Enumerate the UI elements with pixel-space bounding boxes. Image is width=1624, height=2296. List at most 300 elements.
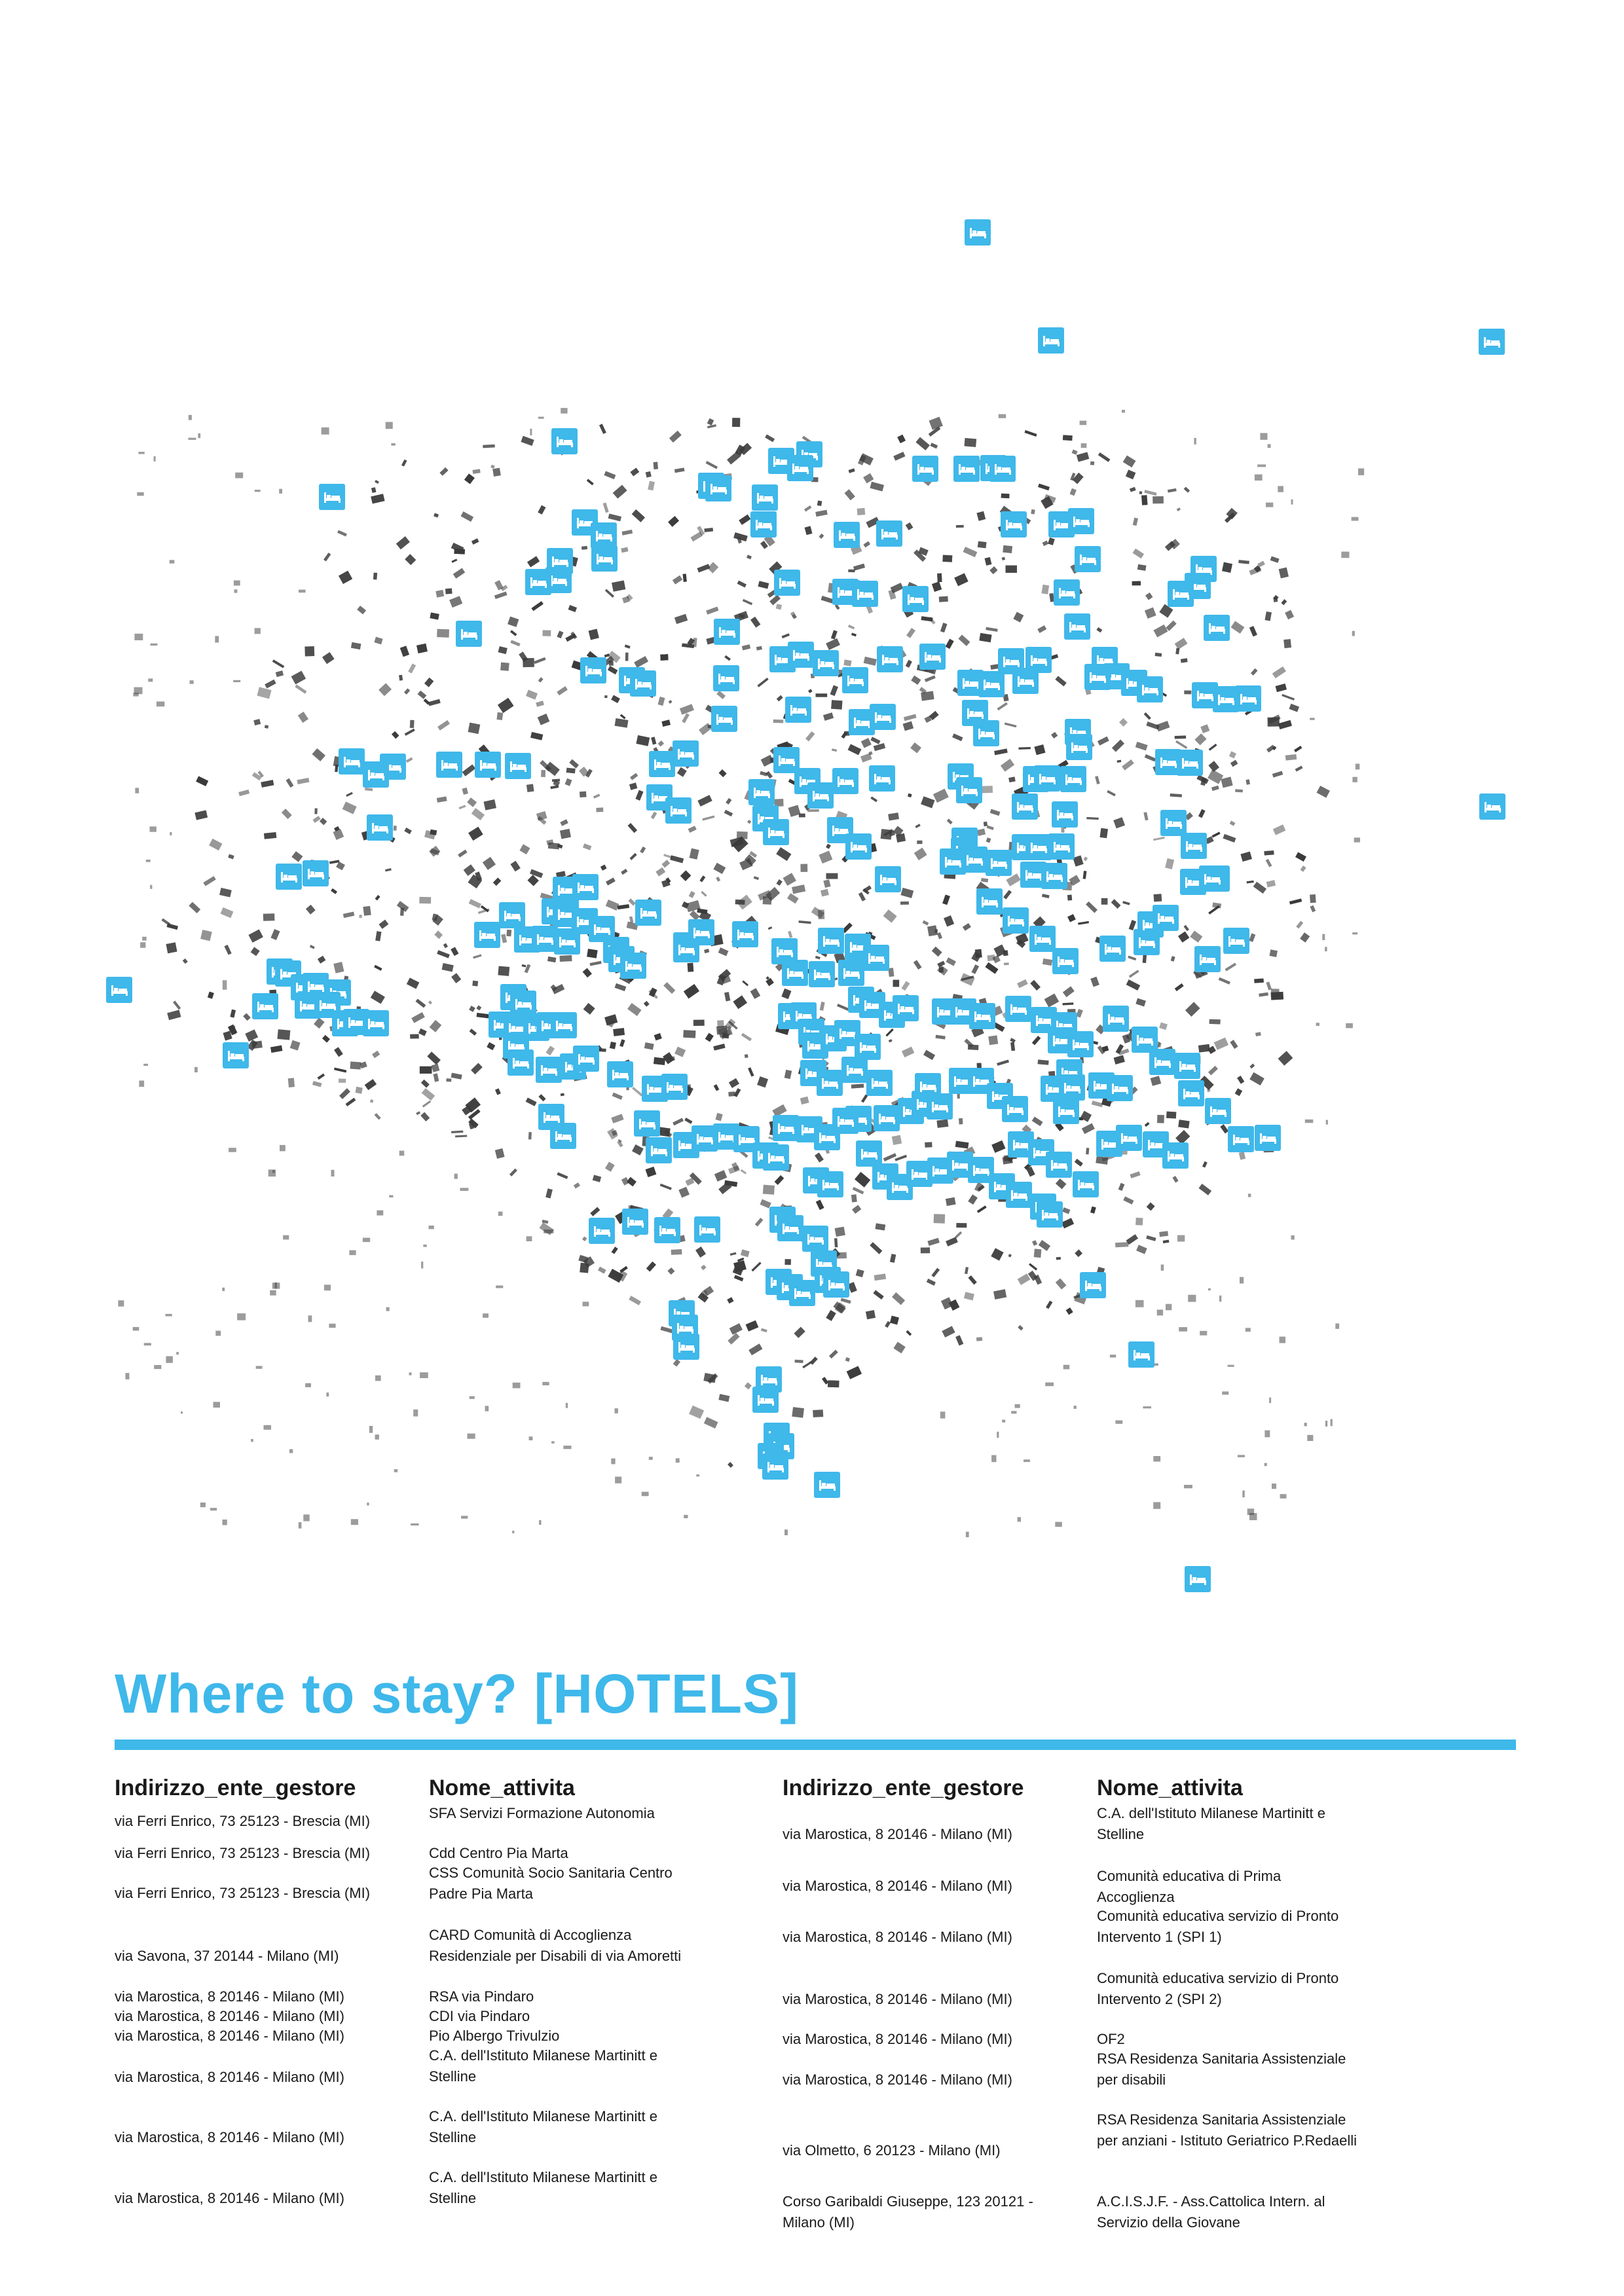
building bbox=[454, 1174, 458, 1179]
building bbox=[805, 526, 813, 536]
hotel-bed-icon[interactable] bbox=[1054, 579, 1080, 606]
hotel-bed-icon[interactable] bbox=[986, 850, 1012, 876]
hotel-bed-icon[interactable] bbox=[1059, 1074, 1085, 1101]
hotel-bed-icon[interactable] bbox=[436, 752, 462, 778]
building bbox=[677, 767, 687, 777]
hotel-bed-icon[interactable] bbox=[818, 928, 844, 954]
hotel-bed-icon[interactable] bbox=[1066, 734, 1092, 760]
hotel-bed-icon[interactable] bbox=[1068, 508, 1094, 534]
hotel-bed-icon[interactable] bbox=[363, 1010, 389, 1036]
hotel-bed-icon[interactable] bbox=[1162, 1142, 1189, 1169]
building bbox=[911, 676, 921, 685]
hotel-bed-icon[interactable] bbox=[1116, 1125, 1142, 1151]
building bbox=[424, 678, 434, 687]
building bbox=[697, 564, 710, 572]
building bbox=[1025, 430, 1037, 437]
building bbox=[429, 846, 440, 857]
building bbox=[320, 818, 327, 825]
hotel-bed-icon[interactable] bbox=[580, 657, 606, 683]
hotel-bed-icon[interactable] bbox=[732, 921, 758, 947]
hotel-bed-icon[interactable] bbox=[1034, 765, 1060, 792]
building bbox=[1001, 557, 1005, 561]
hotel-bed-icon[interactable] bbox=[834, 522, 860, 548]
building bbox=[984, 557, 991, 566]
building bbox=[942, 1326, 955, 1338]
building bbox=[222, 1288, 225, 1291]
hotel-bed-icon[interactable] bbox=[1029, 926, 1056, 952]
building bbox=[190, 680, 194, 684]
hotel-bed-icon[interactable] bbox=[1005, 996, 1031, 1022]
building bbox=[760, 1199, 771, 1209]
building bbox=[611, 1459, 615, 1465]
hotel-bed-icon[interactable] bbox=[845, 833, 872, 860]
hotel-bed-icon[interactable] bbox=[1153, 905, 1179, 931]
hotel-bed-icon[interactable] bbox=[554, 928, 580, 955]
building bbox=[863, 541, 870, 548]
building bbox=[895, 1155, 907, 1161]
building bbox=[506, 930, 511, 937]
building bbox=[1151, 1076, 1162, 1086]
hotel-bed-icon[interactable] bbox=[782, 960, 808, 986]
building bbox=[1090, 1207, 1096, 1214]
building bbox=[800, 864, 807, 872]
building bbox=[866, 1310, 876, 1319]
building bbox=[1077, 452, 1090, 462]
building bbox=[510, 861, 520, 872]
building bbox=[282, 809, 292, 819]
hotel-bed-icon[interactable] bbox=[752, 484, 778, 511]
building bbox=[513, 1383, 521, 1389]
hotel-bed-icon[interactable] bbox=[1064, 613, 1090, 640]
hotel-bed-icon[interactable] bbox=[1001, 511, 1027, 538]
building bbox=[870, 1242, 882, 1254]
building bbox=[151, 644, 158, 646]
hotel-bed-icon[interactable] bbox=[1073, 1171, 1099, 1197]
building bbox=[590, 961, 602, 966]
hotel-bed-icon[interactable] bbox=[673, 1334, 699, 1360]
building bbox=[430, 1020, 442, 1032]
building bbox=[1231, 621, 1245, 633]
building bbox=[1144, 712, 1151, 720]
hotel-bed-icon[interactable] bbox=[620, 953, 646, 979]
building bbox=[363, 906, 371, 916]
hotel-bed-icon[interactable] bbox=[1002, 1096, 1028, 1122]
building bbox=[234, 581, 240, 586]
building bbox=[469, 899, 481, 908]
hotel-bed-icon[interactable] bbox=[665, 797, 692, 824]
building bbox=[1209, 1019, 1221, 1025]
hotel-bed-icon[interactable] bbox=[1025, 834, 1052, 860]
hotel-bed-icon[interactable] bbox=[507, 1049, 534, 1076]
building bbox=[203, 876, 215, 886]
building bbox=[1066, 1307, 1073, 1315]
building bbox=[798, 920, 811, 924]
hotel-bed-icon[interactable] bbox=[915, 1073, 941, 1099]
building bbox=[646, 1262, 656, 1272]
hotel-bed-icon[interactable] bbox=[536, 1057, 562, 1083]
hotel-bed-icon[interactable] bbox=[852, 581, 878, 607]
hotel-bed-icon[interactable] bbox=[1041, 863, 1067, 889]
hotel-bed-icon[interactable] bbox=[646, 1137, 672, 1163]
hotel-bed-icon[interactable] bbox=[869, 765, 895, 792]
hotel-bed-icon[interactable] bbox=[1185, 1566, 1211, 1592]
hotel-bed-icon[interactable] bbox=[773, 1115, 799, 1141]
building bbox=[743, 599, 752, 606]
building bbox=[200, 930, 212, 941]
building bbox=[599, 424, 606, 434]
hotel-bed-icon[interactable] bbox=[635, 900, 661, 926]
building bbox=[1166, 1112, 1176, 1119]
hotel-bed-icon[interactable] bbox=[1149, 1049, 1175, 1075]
building bbox=[1111, 899, 1121, 909]
building bbox=[375, 895, 380, 900]
building bbox=[826, 873, 838, 879]
table-row-address: via Marostica, 8 20146 - Milano (MI) bbox=[783, 1826, 1012, 1842]
building bbox=[1235, 789, 1243, 792]
table-row-name: RSA Residenza Sanitaria Assistenziale per disabili bbox=[1097, 2050, 1346, 2088]
hotel-bed-icon[interactable] bbox=[1038, 327, 1064, 354]
building bbox=[1166, 1304, 1172, 1311]
hotel-bed-icon[interactable] bbox=[661, 1074, 688, 1100]
building bbox=[547, 957, 556, 962]
hotel-bed-icon[interactable] bbox=[1177, 750, 1203, 776]
hotel-bed-icon[interactable] bbox=[807, 782, 834, 809]
hotel-bed-icon[interactable] bbox=[856, 1140, 882, 1167]
hotel-bed-icon[interactable] bbox=[832, 768, 858, 794]
building bbox=[1163, 1240, 1170, 1244]
building bbox=[906, 1330, 912, 1336]
hotel-bed-icon[interactable] bbox=[223, 1042, 249, 1068]
building bbox=[855, 1172, 870, 1188]
hotel-bed-icon[interactable] bbox=[748, 779, 775, 805]
hotel-bed-icon[interactable] bbox=[591, 522, 617, 549]
building bbox=[900, 902, 909, 905]
building bbox=[906, 660, 912, 668]
hotel-bed-icon[interactable] bbox=[1205, 1098, 1231, 1124]
hotel-bed-icon[interactable] bbox=[866, 1070, 893, 1096]
hotel-bed-icon[interactable] bbox=[989, 456, 1016, 482]
hotel-bed-icon[interactable] bbox=[969, 1003, 995, 1029]
hotel-bed-icon[interactable] bbox=[956, 777, 982, 803]
building bbox=[1046, 1301, 1052, 1309]
hotel-bed-icon[interactable] bbox=[1192, 682, 1218, 708]
building bbox=[972, 964, 980, 974]
building bbox=[1255, 475, 1263, 481]
hotel-bed-icon[interactable] bbox=[813, 650, 839, 676]
hotel-bed-icon[interactable] bbox=[474, 922, 500, 948]
hotel-bed-icon[interactable] bbox=[817, 1070, 843, 1096]
hotel-bed-icon[interactable] bbox=[787, 455, 813, 481]
building bbox=[566, 768, 576, 774]
building bbox=[612, 580, 625, 591]
building bbox=[545, 1046, 555, 1055]
building bbox=[874, 1273, 886, 1281]
hotel-bed-icon[interactable] bbox=[870, 704, 896, 730]
building bbox=[875, 1223, 885, 1230]
hotel-bed-icon[interactable] bbox=[649, 751, 675, 777]
hotel-bed-icon[interactable] bbox=[363, 761, 389, 788]
hotel-bed-icon[interactable] bbox=[877, 646, 903, 672]
hotel-bed-icon[interactable] bbox=[978, 671, 1005, 697]
hotel-bed-icon[interactable] bbox=[1168, 581, 1194, 607]
hotel-bed-icon[interactable] bbox=[475, 752, 501, 778]
hotel-bed-icon[interactable] bbox=[762, 1453, 788, 1480]
hotel-bed-icon[interactable] bbox=[367, 814, 393, 841]
hotel-bed-icon[interactable] bbox=[863, 945, 889, 971]
building bbox=[1247, 881, 1254, 883]
hotel-bed-icon[interactable] bbox=[842, 667, 868, 693]
building bbox=[255, 490, 261, 492]
building bbox=[453, 568, 465, 579]
hotel-bed-icon[interactable] bbox=[893, 995, 919, 1021]
hotel-bed-icon[interactable] bbox=[902, 586, 929, 612]
building bbox=[337, 530, 347, 537]
hotel-bed-icon[interactable] bbox=[1178, 1080, 1204, 1106]
building bbox=[1090, 462, 1094, 465]
building bbox=[892, 1135, 902, 1145]
building bbox=[468, 827, 483, 841]
hotel-bed-icon[interactable] bbox=[1204, 615, 1230, 641]
building bbox=[986, 627, 997, 632]
building bbox=[1135, 1300, 1144, 1307]
building bbox=[1114, 1055, 1125, 1065]
hotel-bed-icon[interactable] bbox=[841, 1057, 868, 1083]
hotel-bed-icon[interactable] bbox=[276, 864, 302, 890]
hotel-bed-icon[interactable] bbox=[823, 1271, 849, 1298]
hotel-bed-icon[interactable] bbox=[817, 1171, 843, 1197]
building bbox=[628, 898, 635, 905]
hotel-bed-icon[interactable] bbox=[802, 1226, 828, 1252]
hotel-bed-icon[interactable] bbox=[832, 1108, 858, 1134]
building bbox=[954, 573, 969, 586]
building bbox=[1238, 1455, 1245, 1457]
building bbox=[346, 792, 353, 797]
building bbox=[1115, 1242, 1128, 1247]
building bbox=[984, 822, 987, 826]
hotel-bed-icon[interactable] bbox=[688, 919, 714, 945]
hotel-bed-icon[interactable] bbox=[551, 1012, 577, 1038]
hotel-bed-icon[interactable] bbox=[774, 570, 800, 596]
hotel-bed-icon[interactable] bbox=[303, 860, 329, 886]
building bbox=[1143, 955, 1147, 963]
building bbox=[1126, 979, 1140, 991]
hotel-bed-icon[interactable] bbox=[572, 874, 599, 900]
building bbox=[835, 604, 840, 610]
hotel-bed-icon[interactable] bbox=[750, 511, 777, 538]
building bbox=[538, 714, 549, 725]
building bbox=[888, 812, 899, 820]
hotel-bed-icon[interactable] bbox=[1012, 793, 1038, 820]
building bbox=[997, 702, 1008, 710]
hotel-bed-icon[interactable] bbox=[1048, 833, 1075, 860]
building bbox=[428, 699, 441, 706]
building bbox=[434, 930, 443, 939]
hotel-bed-icon[interactable] bbox=[855, 1034, 881, 1060]
building bbox=[583, 1302, 589, 1306]
hotel-bed-icon[interactable] bbox=[788, 642, 814, 668]
building bbox=[1272, 771, 1283, 778]
hotel-bed-icon[interactable] bbox=[785, 697, 811, 723]
hotel-bed-icon[interactable] bbox=[1199, 866, 1225, 892]
hotel-bed-icon[interactable] bbox=[1037, 1201, 1063, 1228]
hotel-bed-icon[interactable] bbox=[573, 1046, 599, 1072]
hotel-bed-icon[interactable] bbox=[713, 665, 739, 691]
hotel-bed-icon[interactable] bbox=[252, 993, 278, 1019]
hotel-bed-icon[interactable] bbox=[1194, 946, 1221, 972]
building bbox=[1133, 549, 1145, 558]
building bbox=[509, 1169, 517, 1176]
hotel-bed-icon[interactable] bbox=[1084, 664, 1111, 690]
building bbox=[437, 950, 450, 958]
building bbox=[729, 1078, 739, 1088]
building bbox=[429, 1226, 434, 1229]
building bbox=[661, 720, 671, 727]
hotel-bed-icon[interactable] bbox=[319, 484, 345, 510]
building bbox=[1352, 631, 1355, 636]
hotel-bed-icon[interactable] bbox=[777, 1215, 803, 1241]
hotel-bed-icon[interactable] bbox=[1046, 1152, 1072, 1178]
hotel-bed-icon[interactable] bbox=[1053, 1098, 1079, 1124]
building bbox=[1071, 449, 1077, 454]
hotel-bed-icon[interactable] bbox=[809, 961, 835, 987]
hotel-bed-icon[interactable] bbox=[456, 621, 482, 647]
building bbox=[1266, 745, 1275, 753]
hotel-bed-icon[interactable] bbox=[1181, 833, 1207, 859]
hotel-bed-icon[interactable] bbox=[654, 1217, 680, 1243]
hotel-bed-icon[interactable] bbox=[875, 866, 901, 892]
building bbox=[808, 689, 813, 693]
hotel-bed-icon[interactable] bbox=[838, 960, 864, 986]
building bbox=[1212, 832, 1221, 838]
hotel-bed-icon[interactable] bbox=[1052, 801, 1078, 828]
building bbox=[351, 642, 361, 649]
building bbox=[910, 742, 921, 753]
hotel-bed-icon[interactable] bbox=[1223, 928, 1249, 954]
hotel-bed-icon[interactable] bbox=[763, 819, 789, 845]
hotel-bed-icon[interactable] bbox=[752, 1387, 779, 1413]
hotel-bed-icon[interactable] bbox=[673, 740, 699, 767]
building bbox=[1208, 1066, 1218, 1076]
building bbox=[1285, 610, 1294, 620]
hotel-bed-icon[interactable] bbox=[876, 520, 902, 547]
building bbox=[277, 1029, 290, 1040]
hotel-bed-icon[interactable] bbox=[106, 977, 132, 1003]
hotel-bed-icon[interactable] bbox=[1060, 766, 1086, 792]
hotel-bed-icon[interactable] bbox=[912, 456, 938, 482]
building bbox=[741, 1169, 747, 1175]
hotel-bed-icon[interactable] bbox=[1107, 1075, 1133, 1101]
hotel-bed-icon[interactable] bbox=[1067, 1031, 1094, 1057]
hotel-bed-icon[interactable] bbox=[1128, 1341, 1154, 1368]
hotel-bed-icon[interactable] bbox=[961, 847, 987, 873]
building bbox=[627, 1003, 641, 1016]
building bbox=[982, 786, 993, 793]
building bbox=[606, 877, 616, 885]
building bbox=[1271, 992, 1283, 1000]
hotel-bed-icon[interactable] bbox=[550, 1123, 576, 1149]
hotel-bed-icon[interactable] bbox=[1012, 668, 1039, 694]
hotel-bed-icon[interactable] bbox=[694, 1216, 720, 1243]
building bbox=[1139, 491, 1143, 494]
hotel-bed-icon[interactable] bbox=[634, 1110, 660, 1137]
building bbox=[209, 839, 222, 850]
building bbox=[1153, 625, 1168, 638]
hotel-bed-icon[interactable] bbox=[714, 619, 740, 645]
building bbox=[498, 966, 509, 976]
hotel-bed-icon[interactable] bbox=[1228, 1126, 1254, 1152]
hotel-bed-icon[interactable] bbox=[1075, 546, 1101, 572]
building bbox=[977, 1205, 987, 1212]
hotel-bed-icon[interactable] bbox=[1137, 676, 1163, 702]
hotel-bed-icon[interactable] bbox=[505, 753, 531, 779]
hotel-bed-icon[interactable] bbox=[551, 428, 578, 454]
hotel-bed-icon[interactable] bbox=[1174, 1053, 1200, 1079]
hotel-bed-icon[interactable] bbox=[1052, 948, 1079, 974]
hotel-bed-icon[interactable] bbox=[919, 644, 946, 670]
hotel-bed-icon[interactable] bbox=[1099, 936, 1126, 962]
building bbox=[406, 757, 413, 763]
hotel-bed-icon[interactable] bbox=[814, 1472, 840, 1498]
hotel-bed-icon[interactable] bbox=[789, 1280, 815, 1306]
building bbox=[915, 437, 929, 450]
hotel-bed-icon[interactable] bbox=[1160, 810, 1187, 836]
hotel-bed-icon[interactable] bbox=[1255, 1125, 1281, 1151]
hotel-bed-icon[interactable] bbox=[1479, 329, 1505, 355]
building bbox=[1075, 1159, 1083, 1167]
building bbox=[166, 1314, 172, 1317]
hotel-bed-icon[interactable] bbox=[1080, 1272, 1106, 1298]
hotel-bed-icon[interactable] bbox=[705, 475, 731, 501]
hotel-bed-icon[interactable] bbox=[630, 670, 656, 697]
building bbox=[596, 807, 603, 812]
building bbox=[704, 1417, 718, 1429]
hotel-bed-icon[interactable] bbox=[622, 1209, 648, 1235]
building bbox=[342, 801, 357, 814]
building bbox=[697, 908, 707, 914]
hotel-bed-icon[interactable] bbox=[973, 720, 999, 746]
hotel-bed-icon[interactable] bbox=[965, 219, 991, 246]
building bbox=[490, 465, 495, 469]
building bbox=[1161, 1265, 1164, 1271]
hotel-bed-icon[interactable] bbox=[591, 545, 618, 572]
building bbox=[1230, 821, 1236, 826]
hotel-bed-icon[interactable] bbox=[1003, 907, 1029, 934]
hotel-bed-icon[interactable] bbox=[874, 1105, 900, 1131]
hotel-bed-icon[interactable] bbox=[976, 888, 1003, 915]
building bbox=[630, 853, 637, 860]
hotel-bed-icon[interactable] bbox=[1103, 1006, 1129, 1032]
building bbox=[1041, 585, 1049, 594]
hotel-bed-icon[interactable] bbox=[711, 706, 737, 732]
hotel-bed-icon[interactable] bbox=[953, 456, 980, 482]
hotel-bed-icon[interactable] bbox=[525, 569, 551, 595]
building bbox=[1143, 1406, 1151, 1408]
hotel-bed-icon[interactable] bbox=[339, 748, 365, 774]
hotel-bed-icon[interactable] bbox=[1235, 685, 1261, 712]
hotel-bed-icon[interactable] bbox=[1479, 793, 1505, 820]
hotel-bed-icon[interactable] bbox=[607, 1061, 633, 1087]
building bbox=[498, 646, 507, 654]
building bbox=[841, 1298, 851, 1304]
building bbox=[942, 894, 950, 905]
hotel-bed-icon[interactable] bbox=[589, 1218, 615, 1244]
building bbox=[1260, 433, 1267, 439]
building bbox=[1268, 444, 1271, 448]
hotel-bed-icon[interactable] bbox=[763, 1144, 789, 1171]
hotel-bed-icon[interactable] bbox=[1006, 1182, 1032, 1208]
building bbox=[612, 1093, 623, 1100]
hotel-bed-icon[interactable] bbox=[499, 902, 525, 928]
